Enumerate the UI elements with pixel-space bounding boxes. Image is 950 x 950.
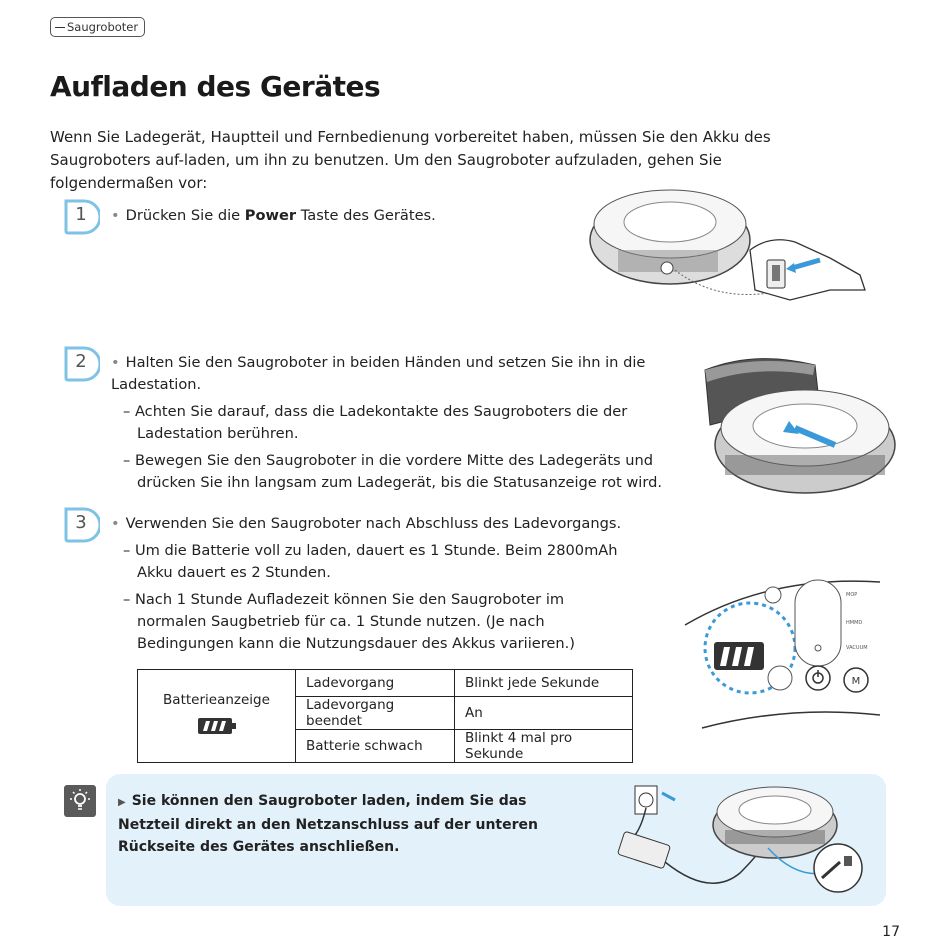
section-tag-label: Saugroboter bbox=[67, 20, 139, 34]
battery-indicator-cell: An bbox=[455, 697, 633, 730]
step-3-text: • Verwenden Sie den Saugroboter nach Abschluss des Ladevorgangs. – Um die Batterie voll zu laden, dauert es 1 Stunde. Beim 2800mAh Akku dauert es 2 Stunden. – Nach 1 Stunde Aufladezeit können Sie den Saugroboter im normalen Saugbetrieb für ca. 1 Stunde nutzen. (Je nach Bedingungen kann die Nutzungsdauer des Akkus variieren.) bbox=[111, 513, 631, 655]
intro-paragraph: Wenn Sie Ladegerät, Hauptteil und Fernbedienung vorbereitet haben, müssen Sie den Akku des Saugroboters auf-laden, um ihn zu benutzen. Um den Saugroboter aufzuladen, gehen Sie folgendermaßen vor: bbox=[50, 128, 771, 192]
step-3-note-2-text: Nach 1 Stunde Aufladezeit können Sie den Saugroboter im normalen Saugbetrieb für ca. 1 Stunde nutzen. (Je nach Bedingungen kann die Nutzungsdauer des Akkus variieren.) bbox=[134, 591, 575, 652]
step-2-note-1-text: Achten Sie darauf, dass die Ladekontakte des Saugroboters die der Ladestation berühren. bbox=[134, 403, 628, 442]
step-1-text-after: Taste des Gerätes. bbox=[296, 207, 436, 224]
page-number: 17 bbox=[882, 924, 900, 940]
battery-indicator-cell: Blinkt 4 mal pro Sekunde bbox=[455, 730, 633, 763]
robot-power-button-illustration bbox=[580, 180, 870, 330]
step-2-note-2-text: Bewegen Sie den Saugroboter in die vordere Mitte des Ladegeräts und drücken Sie ihn langsam zum Ladegerät, bis die Statusanzeige rot wird. bbox=[134, 452, 663, 491]
battery-indicator-table bbox=[137, 669, 633, 763]
battery-state-cell: Batterie schwach bbox=[296, 730, 455, 763]
battery-state-cell: Ladevorgang bbox=[296, 670, 455, 697]
step-1-text-before: Drücken Sie die bbox=[125, 207, 245, 224]
step-3-main-text: Verwenden Sie den Saugroboter nach Abschluss des Ladevorgangs. bbox=[125, 515, 622, 532]
step-3-number-badge bbox=[64, 507, 100, 541]
battery-header-label: Batterieanzeige bbox=[163, 692, 270, 708]
battery-header-cell bbox=[138, 670, 296, 763]
robot-docking-illustration bbox=[695, 350, 905, 500]
step-2-main-text: Halten Sie den Saugroboter in beiden Händen und setzen Sie ihn in die Ladestation. bbox=[111, 354, 646, 393]
step-1-text: • Drücken Sie die Power Taste des Gerätes. bbox=[111, 207, 436, 224]
hmmd-label: HMMD bbox=[846, 620, 863, 626]
step-1-power-word: Power bbox=[244, 207, 297, 224]
battery-icon bbox=[197, 716, 237, 736]
tip-text: ▶ Sie können den Saugroboter laden, indem Sie das Netzteil direkt an den Netzanschluss auf der unteren Rückseite des Gerätes anschließen. bbox=[118, 793, 538, 855]
direct-charging-illustration bbox=[600, 778, 870, 903]
section-tag bbox=[50, 17, 145, 37]
tip-text-content: Sie können den Saugroboter laden, indem Sie das Netzteil direkt an den Netzanschluss auf der unteren Rückseite des Gerätes anschließen. bbox=[118, 793, 538, 855]
step-1-number-badge bbox=[64, 199, 100, 233]
vacuum-label: VACUUM bbox=[846, 645, 868, 651]
step-3-note-2: – Nach 1 Stunde Aufladezeit können Sie den Saugroboter im normalen Saugbetrieb für ca. 1 Stunde nutzen. (Je nach Bedingungen kann die Nutzungsdauer des Akkus variieren.) bbox=[123, 591, 575, 652]
step-3-number: 3 bbox=[75, 512, 87, 533]
step-2-note-1: – Achten Sie darauf, dass die Ladekontakte des Saugroboters die der Ladestation berühren. bbox=[123, 403, 628, 442]
battery-indicator-cell: Blinkt jede Sekunde bbox=[455, 670, 633, 697]
step-2-number-badge bbox=[64, 346, 100, 380]
step-2-number: 2 bbox=[75, 351, 87, 372]
step-3-note-1: – Um die Batterie voll zu laden, dauert es 1 Stunde. Beim 2800mAh Akku dauert es 2 Stunden. bbox=[123, 542, 618, 581]
mop-label: MOP bbox=[846, 592, 858, 598]
step-2-note-2: – Bewegen Sie den Saugroboter in die vordere Mitte des Ladegeräts und drücken Sie ihn langsam zum Ladegerät, bis die Statusanzeige rot wird. bbox=[123, 452, 663, 491]
step-2-text: • Halten Sie den Saugroboter in beiden Händen und setzen Sie ihn in die Ladestation. – Achten Sie darauf, dass die Ladekontakte des Saugroboters die der Ladestation berühren. – Bewegen Sie den Saugroboter in die vordere Mitte des Ladegeräts und drücken Sie ihn langsam zum Ladegerät, bis die Statusanzeige rot wird. bbox=[111, 352, 696, 494]
step-3-note-1-text: Um die Batterie voll zu laden, dauert es 1 Stunde. Beim 2800mAh Akku dauert es 2 Stunden. bbox=[134, 542, 618, 581]
battery-state-cell: Ladevorgang beendet bbox=[296, 697, 455, 730]
step-1-number: 1 bbox=[75, 204, 87, 225]
page-title: Aufladen des Gerätes bbox=[50, 70, 381, 103]
m-button-label: M bbox=[851, 676, 861, 687]
table-row bbox=[138, 670, 633, 697]
lightbulb-icon bbox=[64, 785, 96, 817]
control-panel-illustration bbox=[680, 570, 890, 735]
